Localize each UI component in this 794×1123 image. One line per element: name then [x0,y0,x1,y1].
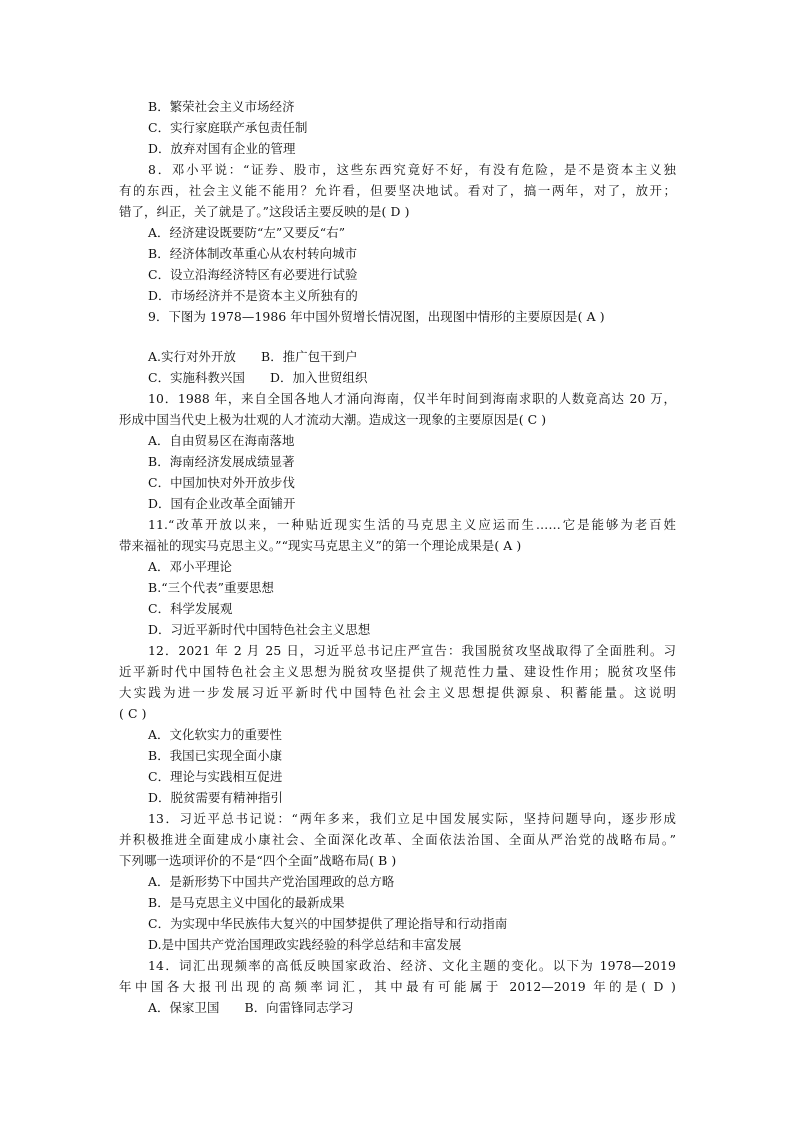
line-text: C．科学发展观 [148,601,233,616]
answer-option [0,577,794,598]
question-continuation [0,535,794,556]
line-text: 带来福祉的现实马克思主义。”“现实马克思主义”的第一个理论成果是( A ) [119,538,522,553]
line-text: ( C ) [119,706,147,721]
question-stem [0,306,794,327]
line-text: A．邓小平理论 [148,559,232,574]
figure-gap [0,327,794,346]
line-text: D．习近平新时代中国特色社会主义思想 [148,622,371,637]
line-text: 年中国各大报刊出现的高频率词汇，其中最有可能属于 2012—2019 年的是( D ) [119,979,676,994]
line-text: 形成中国当代史上极为壮观的人才流动大潮。造成这一现象的主要原因是( C ) [119,412,547,427]
line-text: 11.“改革开放以来，一种贴近现实生活的马克思主义应运而生……它是能够为老百姓 [148,517,676,532]
line-text: B．经济体制改革重心从农村转向城市 [148,246,358,261]
line-text: D．市场经济并不是资本主义所独有的 [148,288,358,303]
question-stem [0,955,794,976]
answer-option [0,117,794,138]
line-text: D．放弃对国有企业的管理 [148,141,296,156]
line-text: A．是新形势下中国共产党治国理政的总方略 [148,874,395,889]
answer-option [0,871,794,892]
line-text: 9．下图为 1978—1986 年中国外贸增长情况图，出现图中情形的主要原因是( A ) [148,309,605,324]
line-text: C．实施科教兴国 D．加入世贸组织 [148,370,368,385]
answer-option [0,598,794,619]
question-continuation [0,976,794,997]
line-text: A．文化软实力的重要性 [148,727,282,742]
line-text: A．经济建设既要防“左”又要反“右” [148,225,346,240]
line-text: 10．1988 年，来自全国各地人才涌向海南，仅半年时间到海南求职的人数竟高达 20 万， [148,391,676,406]
answer-option [0,451,794,472]
line-text: C．中国加快对外开放步伐 [148,475,295,490]
line-text: D．脱贫需要有精神指引 [148,790,283,805]
question-continuation [0,201,794,222]
line-text: 8．邓小平说：“证券、股市，这些东西究竟好不好，有没有危险，是不是资本主义独 [148,162,676,177]
line-text: B．海南经济发展成绩显著 [148,454,295,469]
line-text: D.是中国共产党治国理政实践经验的科学总结和丰富发展 [148,937,462,952]
line-text: B.“三个代表”重要思想 [148,580,275,595]
question-stem [0,514,794,535]
answer-option [0,913,794,934]
answer-option [0,766,794,787]
line-text: A．保家卫国 B．向雷锋同志学习 [148,1000,354,1015]
answer-option [0,367,794,388]
line-text: C．为实现中华民族伟大复兴的中国梦提供了理论指导和行动指南 [148,916,508,931]
question-continuation [0,829,794,850]
answer-option [0,285,794,306]
line-text: A.实行对外开放 B．推广包干到户 [148,349,358,364]
answer-option [0,472,794,493]
answer-option [0,619,794,640]
question-continuation [0,703,794,724]
line-text: B．我国已实现全面小康 [148,748,283,763]
question-continuation [0,661,794,682]
answer-option [0,892,794,913]
answer-option [0,745,794,766]
line-text: 大实践为进一步发展习近平新时代中国特色社会主义思想提供源泉、积蓄能量。这说明 [119,685,676,700]
answer-option [0,556,794,577]
question-continuation [0,850,794,871]
line-text: 14．词汇出现频率的高低反映国家政治、经济、文化主题的变化。以下为 1978—2019 [148,958,676,973]
line-text: C．理论与实践相互促进 [148,769,283,784]
line-text: A．自由贸易区在海南落地 [148,433,295,448]
answer-option [0,934,794,955]
question-stem [0,388,794,409]
answer-option [0,493,794,514]
exam-page [0,96,794,1018]
line-text: B．繁荣社会主义市场经济 [148,99,295,114]
question-continuation [0,682,794,703]
answer-option [0,264,794,285]
question-stem [0,159,794,180]
answer-option [0,787,794,808]
line-text: D．国有企业改革全面铺开 [148,496,296,511]
line-text: 错了，纠正，关了就是了。”这段话主要反映的是( D ) [119,204,410,219]
answer-option [0,96,794,117]
line-text: 近平新时代中国特色社会主义思想为脱贫攻坚提供了规范性力量、建设性作用；脱贫攻坚伟 [119,664,676,679]
answer-option [0,243,794,264]
line-text: C．设立沿海经济特区有必要进行试验 [148,267,358,282]
answer-option [0,346,794,367]
line-text: 并积极推进全面建成小康社会、全面深化改革、全面依法治国、全面从严治党的战略布局。” [119,832,676,847]
answer-option [0,430,794,451]
line-text: B．是马克思主义中国化的最新成果 [148,895,345,910]
answer-option [0,138,794,159]
answer-option [0,724,794,745]
answer-option [0,997,794,1018]
line-text: C．实行家庭联产承包责任制 [148,120,308,135]
answer-option [0,222,794,243]
question-stem [0,808,794,829]
question-stem [0,640,794,661]
line-text: 13．习近平总书记说：“两年多来，我们立足中国发展实际，坚持问题导向，逐步形成 [148,811,676,826]
line-text: 下列哪一选项评价的不是“四个全面”战略布局( B ) [119,853,397,868]
question-continuation [0,409,794,430]
line-text: 有的东西，社会主义能不能用？允许看，但要坚决地试。看对了，搞一两年，对了，放开； [119,183,676,198]
line-text: 12．2021 年 2 月 25 日，习近平总书记庄严宣告：我国脱贫攻坚战取得了全面胜利。习 [148,643,676,658]
question-continuation [0,180,794,201]
